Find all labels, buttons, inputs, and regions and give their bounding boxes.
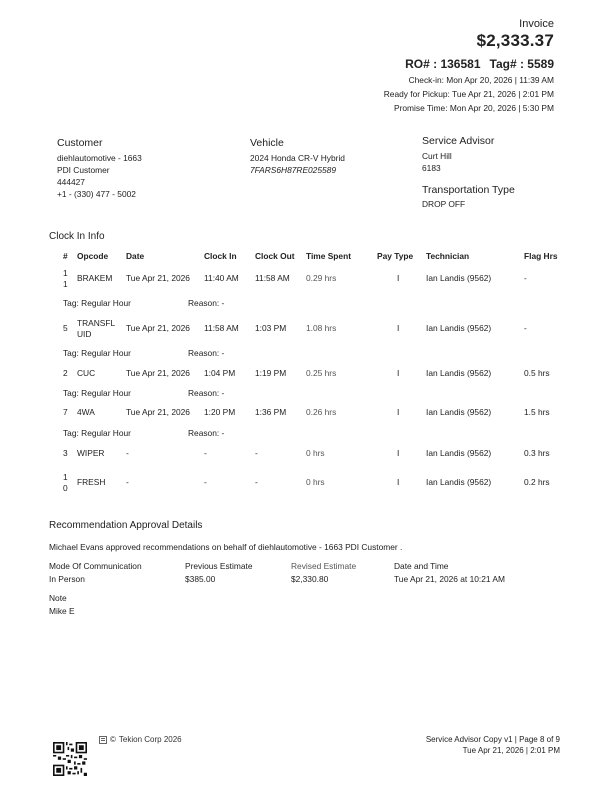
copyright-icon: © [110, 735, 116, 744]
row-time-spent: 1.08 hrs [306, 323, 337, 333]
row-date: - [126, 448, 129, 458]
customer-name: diehlautomotive - 1663 [57, 153, 142, 163]
corp-mark [99, 735, 182, 744]
row-flag-hrs: 0.2 hrs [524, 477, 550, 487]
row-clock-out: - [255, 477, 258, 487]
customer-type: PDI Customer [57, 165, 110, 175]
note-label: Note [49, 593, 67, 603]
row-pay-type: I [397, 368, 400, 378]
row-clock-out: - [255, 448, 258, 458]
row-technician: Ian Landis (9562) [426, 407, 492, 417]
clock-in-title: Clock In Info [49, 231, 105, 242]
row-clock-out: 1:36 PM [255, 407, 287, 417]
row-opcode: WIPER [77, 448, 105, 458]
row-pay-type: I [397, 407, 400, 417]
revised-estimate-value: $2,330.80 [291, 574, 329, 584]
row-tag: Tag: Regular Hour [63, 298, 131, 308]
customer-block [57, 137, 142, 200]
row-date: Tue Apr 21, 2026 [126, 323, 190, 333]
mode-value: In Person [49, 574, 85, 584]
mode-label: Mode Of Communication [49, 561, 142, 571]
header-date: Date [126, 251, 145, 261]
row-clock-out: 11:58 AM [255, 273, 290, 283]
row-opcode: 4WA [77, 407, 95, 417]
row-tag: Tag: Regular Hour [63, 428, 131, 438]
row-date: Tue Apr 21, 2026 [126, 407, 190, 417]
row-clock-in: - [204, 448, 207, 458]
advisor-name: Curt Hill [422, 151, 452, 161]
customer-phone: +1 - (330) 477 - 5002 [57, 189, 136, 199]
row-flag-hrs: 1.5 hrs [524, 407, 550, 417]
row-clock-in: 11:40 AM [204, 273, 239, 283]
advisor-block [422, 135, 515, 210]
row-flag-hrs: 0.5 hrs [524, 368, 550, 378]
date-time-label: Date and Time [394, 561, 449, 571]
header-technician: Technician [426, 251, 470, 261]
revised-estimate-label: Revised Estimate [291, 561, 357, 571]
vehicle-model: 2024 Honda CR-V Hybrid [250, 153, 345, 163]
corp-name: Tekion Corp 2026 [118, 735, 182, 744]
row-num: 1 0 [63, 472, 68, 493]
row-num: 3 [63, 448, 68, 458]
row-technician: Ian Landis (9562) [426, 323, 492, 333]
row-num: 7 [63, 407, 68, 417]
row-clock-in: 1:20 PM [204, 407, 236, 417]
invoice-label: Invoice [519, 18, 554, 30]
transport-type: DROP OFF [422, 199, 466, 209]
row-reason: Reason: - [188, 348, 225, 358]
footer-date: Tue Apr 21, 2026 | 2:01 PM [462, 746, 560, 755]
header-clock-out: Clock Out [255, 251, 295, 261]
row-opcode: TRANSFL UID [77, 318, 116, 339]
customer-title: Customer [57, 137, 103, 149]
date-time-value: Tue Apr 21, 2026 at 10:21 AM [394, 574, 505, 584]
row-technician: Ian Landis (9562) [426, 448, 492, 458]
previous-estimate-label: Previous Estimate [185, 561, 253, 571]
previous-estimate-value: $385.00 [185, 574, 216, 584]
row-clock-in: - [204, 477, 207, 487]
row-technician: Ian Landis (9562) [426, 273, 492, 283]
row-time-spent: 0.29 hrs [306, 273, 337, 283]
header-flag-hrs: Flag Hrs [524, 251, 558, 261]
check-in-time: Check-in: Mon Apr 20, 2026 | 11:39 AM [408, 75, 554, 85]
tag-number: Tag# : 5589 [489, 57, 554, 71]
ready-for-pickup-time: Ready for Pickup: Tue Apr 21, 2026 | 2:01 PM [383, 89, 554, 99]
row-date: - [126, 477, 129, 487]
row-pay-type: I [397, 273, 400, 283]
row-reason: Reason: - [188, 298, 225, 308]
row-num: 2 [63, 368, 68, 378]
vehicle-block [250, 137, 345, 176]
row-opcode: FRESH [77, 477, 106, 487]
document-icon [99, 736, 107, 744]
row-clock-in: 1:04 PM [204, 368, 236, 378]
row-flag-hrs: - [524, 273, 527, 283]
row-time-spent: 0.25 hrs [306, 368, 337, 378]
header-time-spent: Time Spent [306, 251, 351, 261]
vehicle-vin: 7FARS6H87RE025589 [250, 165, 336, 175]
invoice-total: $2,333.37 [476, 31, 554, 50]
row-opcode: CUC [77, 368, 96, 378]
row-clock-out: 1:03 PM [255, 323, 287, 333]
row-flag-hrs: - [524, 323, 527, 333]
row-clock-in: 11:58 AM [204, 323, 239, 333]
recommendation-title: Recommendation Approval Details [49, 520, 203, 531]
row-technician: Ian Landis (9562) [426, 368, 492, 378]
advisor-title: Service Advisor [422, 135, 495, 147]
row-time-spent: 0.26 hrs [306, 407, 337, 417]
row-time-spent: 0 hrs [306, 448, 325, 458]
note-value: Mike E [49, 606, 75, 616]
vehicle-title: Vehicle [250, 137, 284, 149]
row-time-spent: 0 hrs [306, 477, 325, 487]
row-tag: Tag: Regular Hour [63, 388, 131, 398]
footer-copy-page: Service Advisor Copy v1 | Page 8 of 9 [425, 735, 560, 744]
row-technician: Ian Landis (9562) [426, 477, 492, 487]
row-flag-hrs: 0.3 hrs [524, 448, 550, 458]
qr-code [53, 742, 87, 776]
ro-tag-line [405, 57, 554, 71]
row-date: Tue Apr 21, 2026 [126, 273, 190, 283]
row-num: 5 [63, 323, 68, 333]
row-pay-type: I [397, 448, 400, 458]
header-opcode: Opcode [77, 251, 109, 261]
promise-time: Promise Time: Mon Apr 20, 2026 | 5:30 PM [394, 103, 554, 113]
row-reason: Reason: - [188, 388, 225, 398]
header-clock-in: Clock In [204, 251, 237, 261]
row-date: Tue Apr 21, 2026 [126, 368, 190, 378]
header-pay-type: Pay Type [377, 251, 414, 261]
transport-title: Transportation Type [422, 184, 515, 196]
advisor-id: 6183 [422, 163, 441, 173]
header-num: # [63, 251, 68, 261]
row-tag: Tag: Regular Hour [63, 348, 131, 358]
row-opcode: BRAKEM [77, 273, 113, 283]
row-reason: Reason: - [188, 428, 225, 438]
row-pay-type: I [397, 323, 400, 333]
customer-id: 444427 [57, 177, 85, 187]
row-pay-type: I [397, 477, 400, 487]
recommendation-statement: Michael Evans approved recommendations on behalf of diehlautomotive - 1663 PDI Customer . [49, 542, 403, 552]
row-clock-out: 1:19 PM [255, 368, 287, 378]
row-num: 1 1 [63, 268, 68, 289]
ro-number: RO# : 136581 [405, 57, 481, 71]
